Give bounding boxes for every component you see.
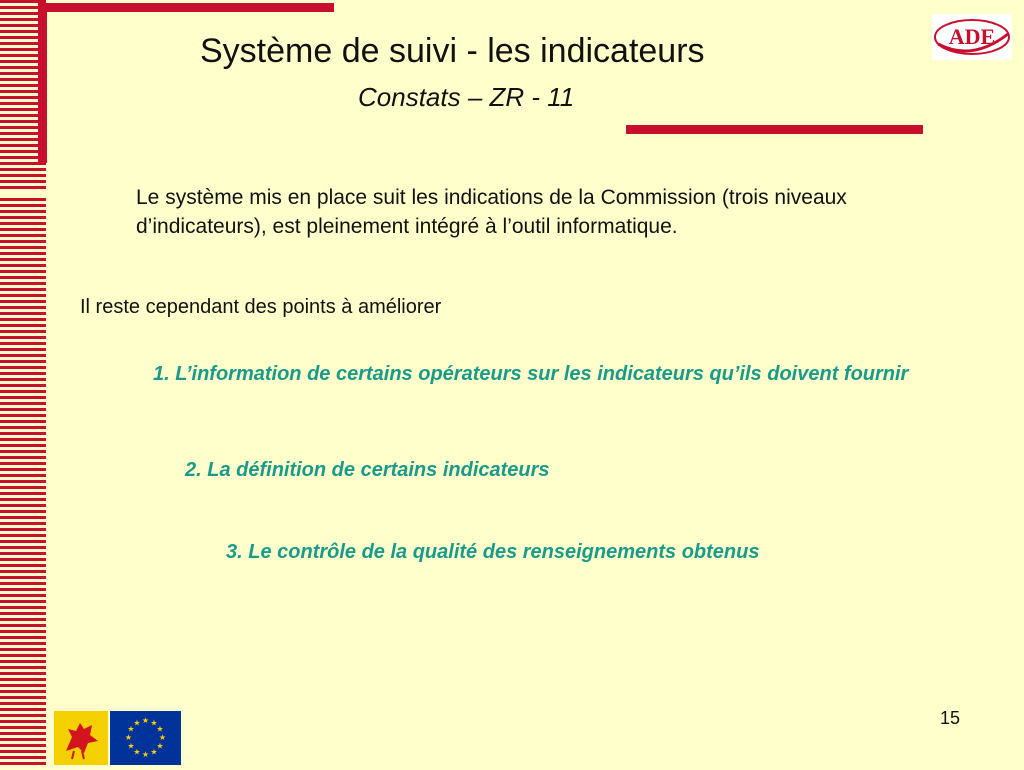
svg-text:★: ★ <box>124 733 133 742</box>
intro-text: Il reste cependant des points à améliorer <box>80 296 442 318</box>
svg-text:★: ★ <box>158 733 167 742</box>
svg-text:★: ★ <box>133 718 141 728</box>
point-item-1: 1. L’information de certains opérateurs sur les indicateurs qu’ils doivent fournir <box>153 363 909 385</box>
ade-logo <box>932 14 1012 60</box>
svg-text:★: ★ <box>127 741 135 751</box>
svg-text:★: ★ <box>133 747 141 757</box>
svg-text:★: ★ <box>156 724 164 734</box>
decorative-top-bar <box>38 3 334 12</box>
point-item-3: 3. Le contrôle de la qualité des renseignements obtenus <box>226 541 760 563</box>
svg-text:★: ★ <box>150 718 158 728</box>
svg-text:★: ★ <box>156 741 164 751</box>
slide-title: Système de suivi - les indicateurs <box>200 32 705 70</box>
stripe-gap <box>0 190 46 198</box>
page-number: 15 <box>940 708 961 728</box>
decorative-vertical-bar <box>38 8 47 163</box>
svg-text:★: ★ <box>127 724 135 734</box>
logo-text: ADE <box>948 24 996 49</box>
body-paragraph: Le système mis en place suit les indications de la Commission (trois niveaux d’indicateurs), est pleinement intégré à l’outil informatique. <box>136 186 847 238</box>
point-item-2: 2. La définition de certains indicateurs <box>185 459 550 481</box>
svg-text:★: ★ <box>150 747 158 757</box>
slide-subtitle: Constats – ZR - 11 <box>358 82 575 112</box>
svg-text:★: ★ <box>141 750 150 759</box>
rooster-flag-icon <box>54 711 108 765</box>
eu-stars-flag-icon <box>110 711 181 765</box>
svg-text:★: ★ <box>141 716 150 725</box>
decorative-title-underline <box>626 125 923 134</box>
